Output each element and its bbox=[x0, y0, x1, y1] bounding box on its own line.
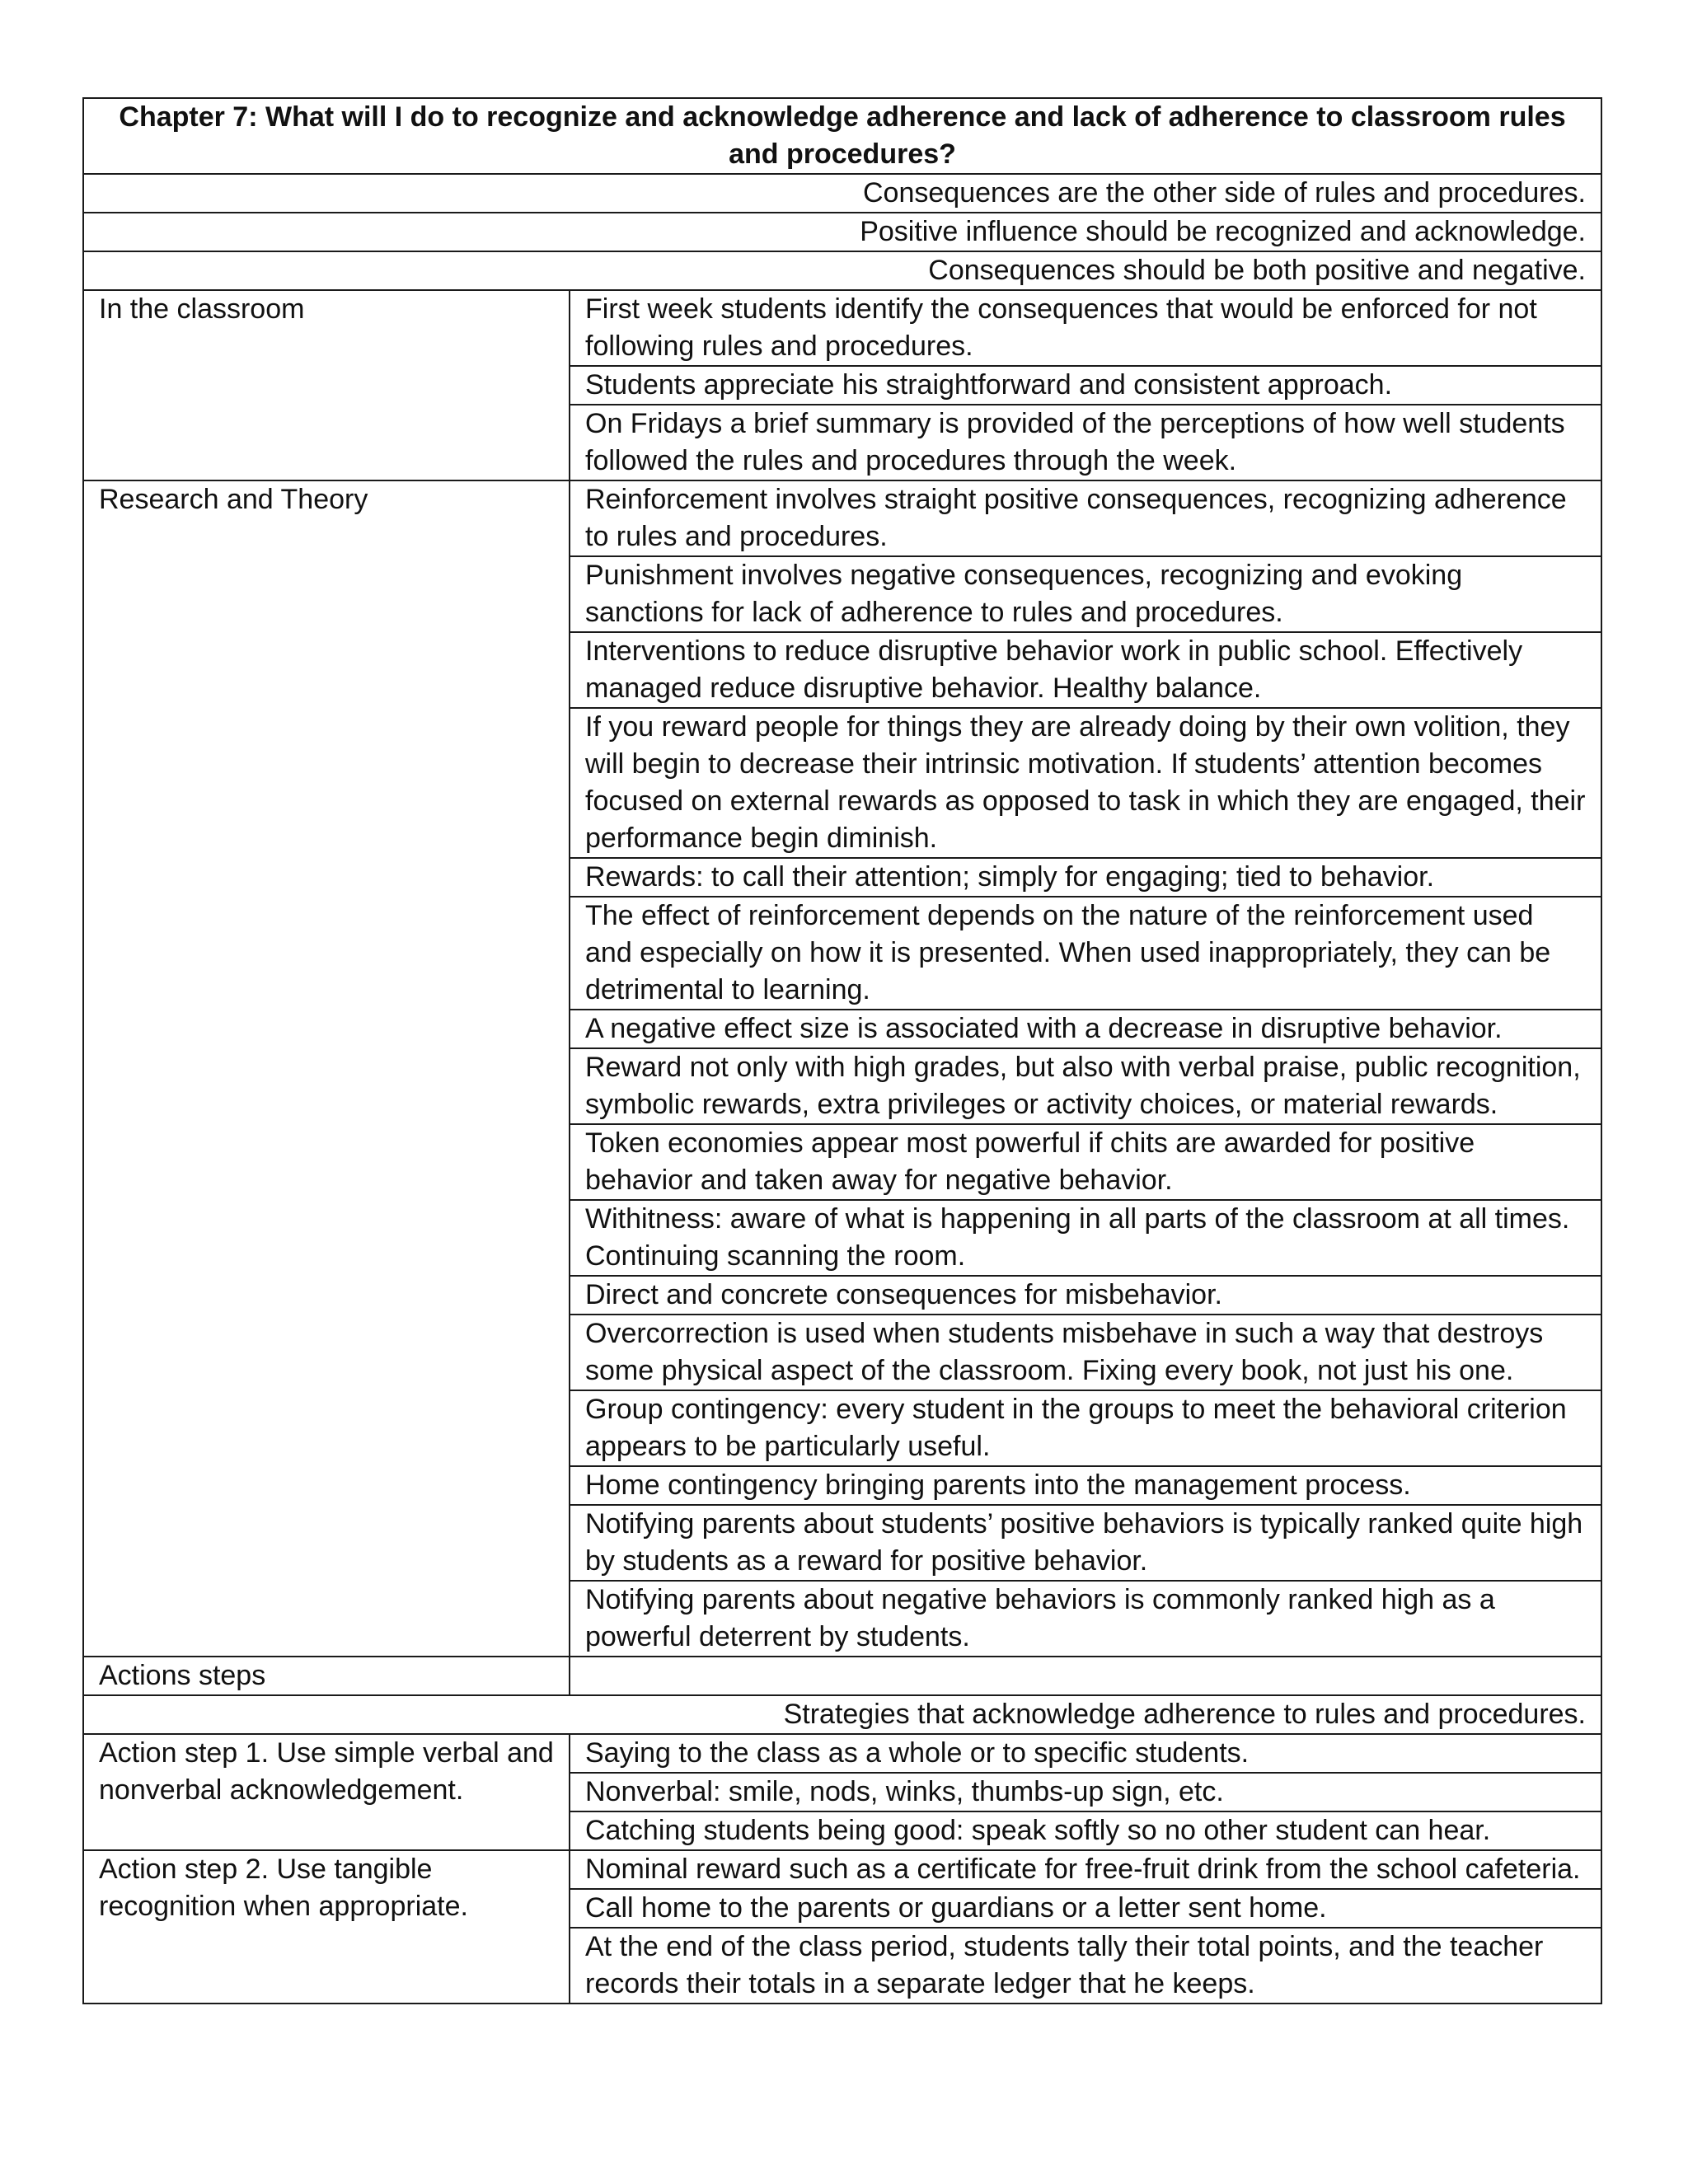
intro-line: Consequences should be both positive and negative. bbox=[83, 251, 1601, 290]
table-cell: Call home to the parents or guardians or a letter sent home. bbox=[570, 1889, 1601, 1928]
table-cell: Token economies appear most powerful if chits are awarded for positive behavior and taken away for negative behavior. bbox=[570, 1124, 1601, 1200]
table-cell: Direct and concrete consequences for misbehavior. bbox=[570, 1276, 1601, 1315]
table-cell: Rewards: to call their attention; simply for engaging; tied to behavior. bbox=[570, 858, 1601, 897]
table-cell: Catching students being good: speak softly so no other student can hear. bbox=[570, 1811, 1601, 1850]
table-row bbox=[83, 480, 1601, 556]
intro-row bbox=[83, 213, 1601, 251]
chapter-title: Chapter 7: What will I do to recognize and acknowledge adherence and lack of adherence to classroom rules and procedures? bbox=[83, 98, 1601, 174]
table-cell: Home contingency bringing parents into the management process. bbox=[570, 1466, 1601, 1505]
table-cell: Students appreciate his straightforward and consistent approach. bbox=[570, 366, 1601, 405]
strategies-row bbox=[83, 1695, 1601, 1734]
table-cell: Group contingency: every student in the groups to meet the behavioral criterion appears to be particularly useful. bbox=[570, 1390, 1601, 1466]
intro-line: Consequences are the other side of rules and procedures. bbox=[83, 174, 1601, 213]
section-label-research: Research and Theory bbox=[83, 480, 570, 1657]
empty-cell bbox=[570, 1657, 1601, 1695]
notes-table bbox=[82, 97, 1602, 2004]
table-cell: Withitness: aware of what is happening in all parts of the classroom at all times. Continuing scanning the room. bbox=[570, 1200, 1601, 1276]
action-step-2-label: Action step 2. Use tangible recognition when appropriate. bbox=[83, 1850, 570, 2004]
table-row bbox=[83, 1850, 1601, 1889]
intro-row bbox=[83, 251, 1601, 290]
section-label-classroom: In the classroom bbox=[83, 290, 570, 480]
table-cell: Notifying parents about students’ positive behaviors is typically ranked quite high by students as a reward for positive behavior. bbox=[570, 1505, 1601, 1581]
action-step-1-label: Action step 1. Use simple verbal and nonverbal acknowledgement. bbox=[83, 1734, 570, 1850]
table-cell: Nonverbal: smile, nods, winks, thumbs-up sign, etc. bbox=[570, 1773, 1601, 1811]
table-cell: Punishment involves negative consequences, recognizing and evoking sanctions for lack of adherence to rules and procedures. bbox=[570, 556, 1601, 632]
table-cell: Notifying parents about negative behaviors is commonly ranked high as a powerful deterrent by students. bbox=[570, 1581, 1601, 1657]
intro-row bbox=[83, 174, 1601, 213]
table-row bbox=[83, 1734, 1601, 1773]
table-cell: Reward not only with high grades, but also with verbal praise, public recognition, symbolic rewards, extra privileges or activity choices, or material rewards. bbox=[570, 1048, 1601, 1124]
table-cell: First week students identify the consequences that would be enforced for not following rules and procedures. bbox=[570, 290, 1601, 366]
table-cell: Nominal reward such as a certificate for free-fruit drink from the school cafeteria. bbox=[570, 1850, 1601, 1889]
table-cell: On Fridays a brief summary is provided of the perceptions of how well students followed the rules and procedures through the week. bbox=[570, 405, 1601, 480]
table-cell: Saying to the class as a whole or to specific students. bbox=[570, 1734, 1601, 1773]
table-cell: Overcorrection is used when students misbehave in such a way that destroys some physical aspect of the classroom. Fixing every book, not just his one. bbox=[570, 1315, 1601, 1390]
table-cell: A negative effect size is associated with a decrease in disruptive behavior. bbox=[570, 1010, 1601, 1048]
table-cell: At the end of the class period, students tally their total points, and the teacher records their totals in a separate ledger that he keeps. bbox=[570, 1928, 1601, 2004]
document-page bbox=[82, 97, 1601, 2004]
table-row bbox=[83, 290, 1601, 366]
intro-line: Positive influence should be recognized and acknowledge. bbox=[83, 213, 1601, 251]
table-row bbox=[83, 1657, 1601, 1695]
table-cell: Interventions to reduce disruptive behavior work in public school. Effectively managed reduce disruptive behavior. Healthy balance. bbox=[570, 632, 1601, 708]
title-row bbox=[83, 98, 1601, 174]
table-cell: Reinforcement involves straight positive consequences, recognizing adherence to rules and procedures. bbox=[570, 480, 1601, 556]
strategies-heading: Strategies that acknowledge adherence to rules and procedures. bbox=[83, 1695, 1601, 1734]
table-cell: The effect of reinforcement depends on the nature of the reinforcement used and especially on how it is presented. When used inappropriately, they can be detrimental to learning. bbox=[570, 897, 1601, 1010]
section-label-actions: Actions steps bbox=[83, 1657, 570, 1695]
table-cell: If you reward people for things they are already doing by their own volition, they will begin to decrease their intrinsic motivation. If students’ attention becomes focused on external rewards as opposed to task in which they are engaged, their performance begin diminish. bbox=[570, 708, 1601, 858]
